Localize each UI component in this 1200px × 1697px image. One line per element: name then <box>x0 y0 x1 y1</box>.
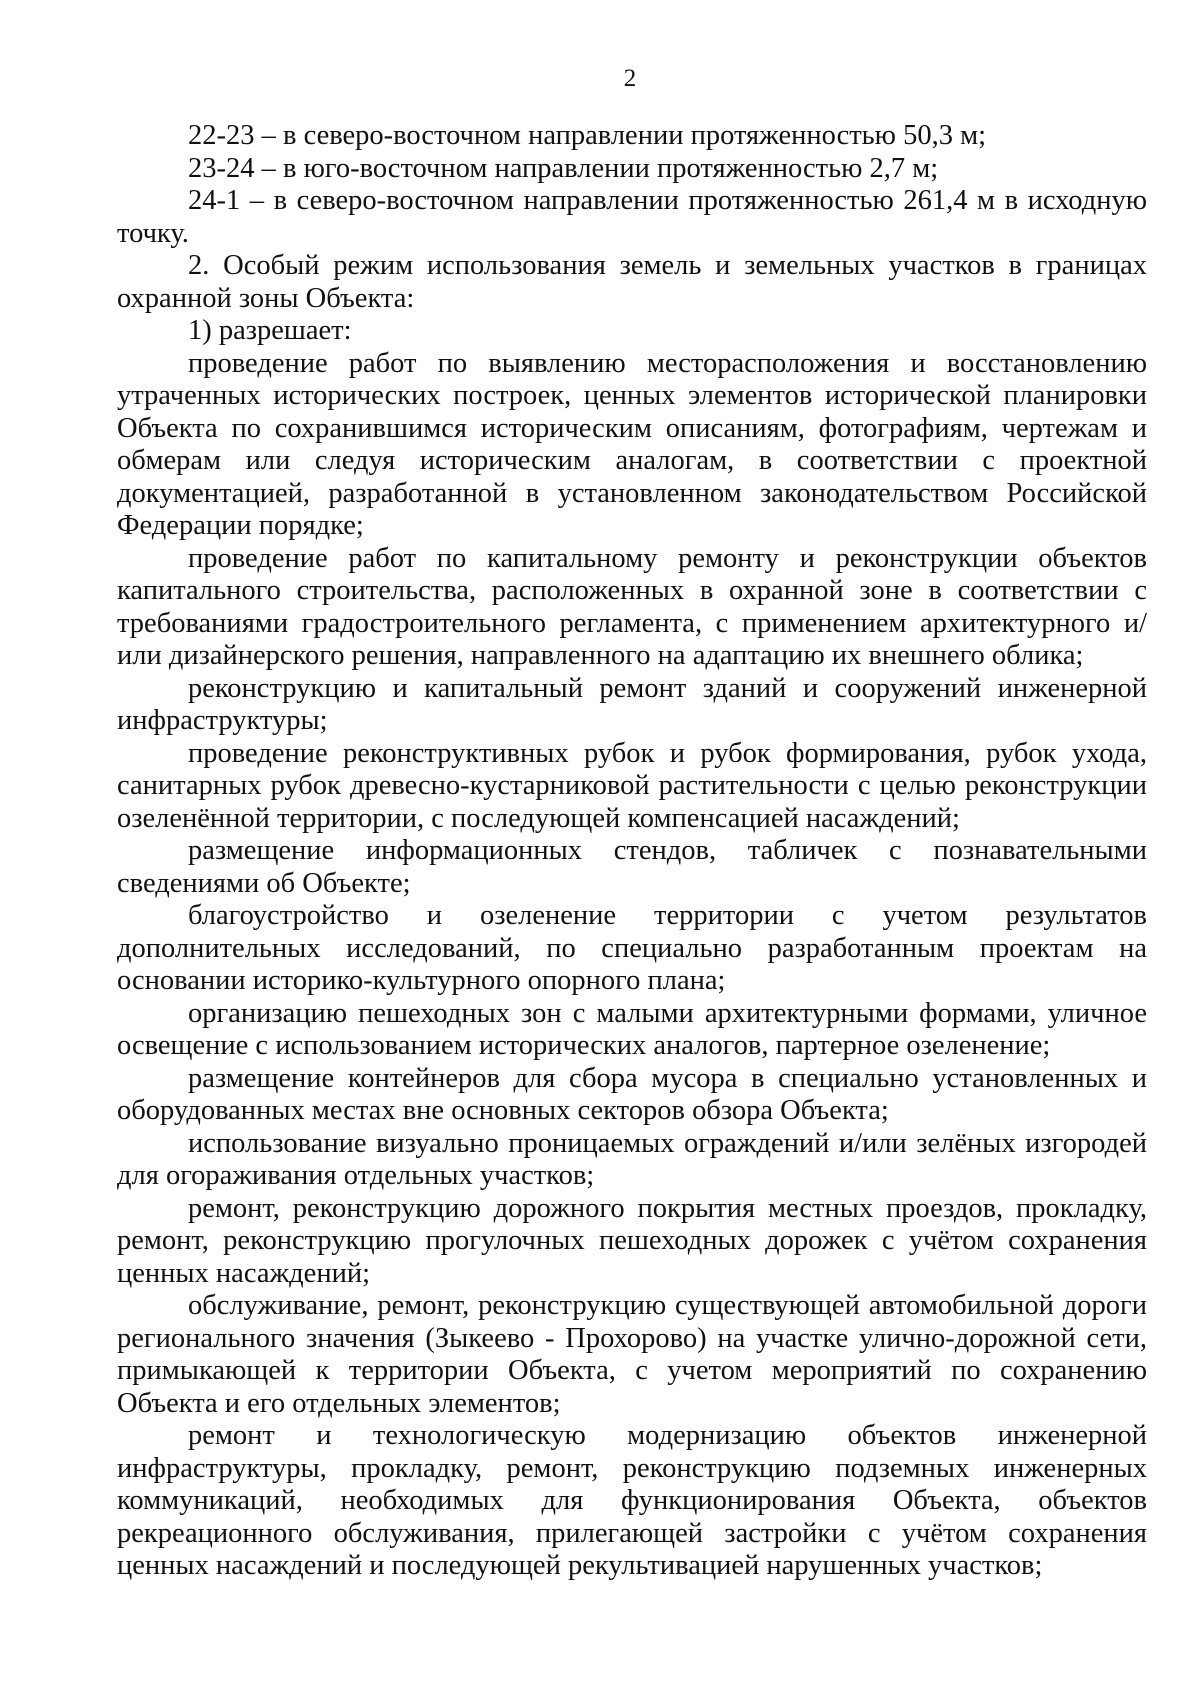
document-body <box>117 120 1147 1583</box>
paragraph-waste-containers: размещение контейнеров для сбора мусора в специально установленных и оборудованных местах вне основных секторов обзора Объекта; <box>117 1062 1147 1126</box>
paragraph-historic-restoration: проведение работ по выявлению месторасположения и восстановлению утраченных исторических построек, ценных элементов исторической планировки Объекта по сохранившимся историческим описаниям, фотографиям, чертежам и обмерам или следуя историческим аналогам, в соответствии с проектной документацией, разработанной в установленном законодательством Российской Федерации порядке; <box>117 347 1147 541</box>
paragraph-segment-24-1: 24-1 – в северо-восточном направлении протяженностью 261,4 м в исходную точку. <box>117 185 1147 249</box>
paragraph-capital-repair: проведение работ по капитальному ремонту и реконструкции объектов капитального строительства, расположенных в охранной зоне в соответствии с требованиями градостроительного регламента, с применением архитектурного и/или дизайнерского решения, направленного на адаптацию их внешнего облика; <box>117 542 1147 671</box>
paragraph-fencing: использование визуально проницаемых ограждений и/или зелёных изгородей для огораживания отдельных участков; <box>117 1127 1147 1191</box>
page-number: 2 <box>623 65 637 92</box>
paragraph-segment-22-23: 22-23 – в северо-восточном направлении протяженностью 50,3 м; <box>188 120 987 151</box>
paragraph-utilities-modernization: ремонт и технологическую модернизацию объектов инженерной инфраструктуры, прокладку, ремонт, реконструкцию подземных инженерных коммуникаций, необходимых для функционирования Объекта, объектов рекреационного обслуживания, прилегающей застройки с учётом сохранения ценных насаждений и последующей рекультивацией нарушенных участков; <box>117 1420 1147 1581</box>
paragraph-subsection-1-heading: 1) разрешает: <box>188 315 352 346</box>
paragraph-section-2-heading: 2. Особый режим использования земель и земельных участков в границах охранной зоны Объекта: <box>117 250 1147 314</box>
paragraph-pedestrian-zones: организацию пешеходных зон с малыми архитектурными формами, уличное освещение с использованием исторических аналогов, партерное озеленение; <box>117 997 1147 1061</box>
paragraph-info-stands: размещение информационных стендов, табличек с познавательными сведениями об Объекте; <box>117 835 1147 899</box>
paragraph-regional-road: обслуживание, ремонт, реконструкцию существующей автомобильной дороги регионального значения (Зыкеево - Прохорово) на участке улично-дорожной сети, примыкающей к территории Объекта, с учетом мероприятий по сохранению Объекта и его отдельных элементов; <box>117 1290 1147 1419</box>
paragraph-engineering-infrastructure: реконструкцию и капитальный ремонт зданий и сооружений инженерной инфраструктуры; <box>117 672 1147 736</box>
paragraph-road-surface: ремонт, реконструкцию дорожного покрытия местных проездов, прокладку, ремонт, реконструкцию прогулочных пешеходных дорожек с учётом сохранения ценных насаждений; <box>117 1192 1147 1289</box>
paragraph-landscaping: благоустройство и озеленение территории с учетом результатов дополнительных исследований, по специально разработанным проектам на основании историко-культурного опорного плана; <box>117 900 1147 996</box>
paragraph-segment-23-24: 23-24 – в юго-восточном направлении протяженностью 2,7 м; <box>188 152 939 184</box>
paragraph-tree-felling: проведение реконструктивных рубок и рубок формирования, рубок ухода, санитарных рубок древесно-кустарниковой растительности с целью реконструкции озеленённой территории, с последующей компенсацией насаждений; <box>117 737 1147 834</box>
